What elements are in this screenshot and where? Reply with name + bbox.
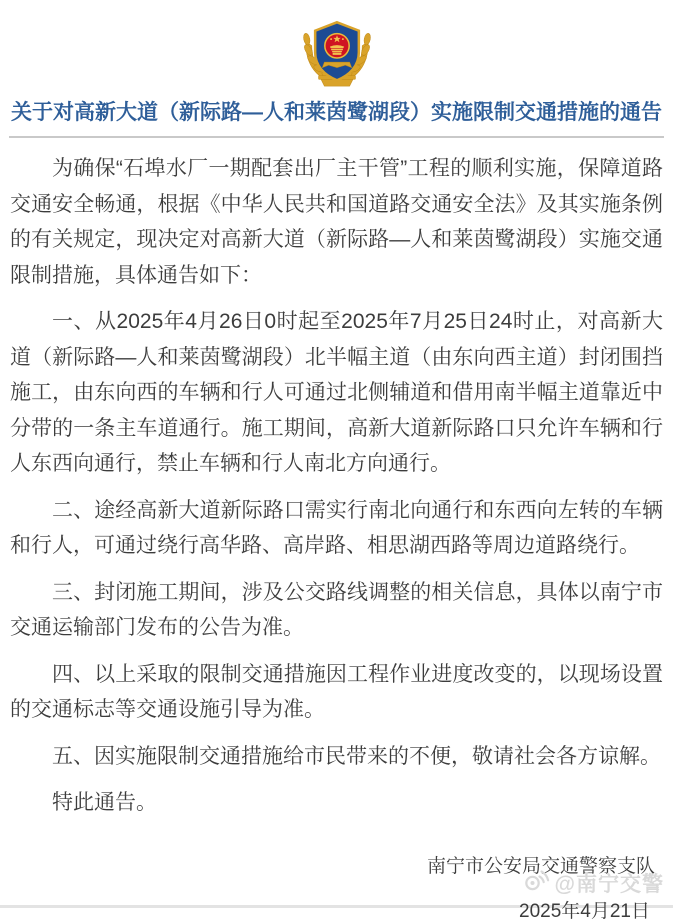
watermark [523, 868, 664, 898]
header-emblem-area [0, 0, 673, 87]
notice-paragraph-item-2: 二、途经高新大道新际路口需实行南北向通行和东西向左转的车辆和行人，可通过绕行高华路、高岸路、相思湖西路等周边道路绕行。 [10, 498, 663, 557]
notice-paragraph-closing: 特此通告。 [52, 791, 157, 814]
notice-paragraph-item-5: 五、因实施限制交通措施给市民带来的不便，敬请社会各方谅解。 [52, 744, 661, 768]
notice-paragraph-item-1: 一、从2025年4月26日0时起至2025年7月25日24时止，对高新大道（新际路—人和莱茵鹭湖段）北半幅主道（由东向西主道）封闭围挡施工，由东向西的车辆和行人可通过北侧辅道和借用南半幅主道靠近中分带的一条主车道通行。施工期间，高新大道新际路口只允许车辆和行人东西向通行，禁止车辆和行人南北方向通行。 [10, 310, 663, 475]
notice-title: 关于对高新大道（新际路—人和莱茵鹭湖段）实施限制交通措施的通告 [11, 101, 662, 124]
weibo-icon [523, 868, 550, 898]
notice-body [0, 138, 673, 821]
notice-paragraph-item-4: 四、以上采取的限制交通措施因工程作业进度改变的，以现场设置的交通标志等交通设施引导为准。 [10, 662, 663, 721]
watermark-text: @南宁交警 [554, 873, 664, 896]
issuer-signature: 南宁市公安局交通警察支队 [426, 855, 655, 877]
issue-date: 2025年4月21日 [519, 900, 650, 922]
notice-paragraph-item-3: 三、封闭施工期间，涉及公交路线调整的相关信息，具体以南宁市交通运输部门发布的公告为准。 [10, 580, 663, 639]
notice-paragraph-intro: 为确保“石埠水厂一期配套出厂主干管”工程的顺利实施，保障道路交通安全畅通，根据《中华人民共和国道路交通安全法》及其实施条例的有关规定，现决定对高新大道（新际路—人和莱茵鹭湖段）实施交通限制措施，具体通告如下： [10, 157, 663, 287]
police-badge-icon [295, 74, 379, 91]
